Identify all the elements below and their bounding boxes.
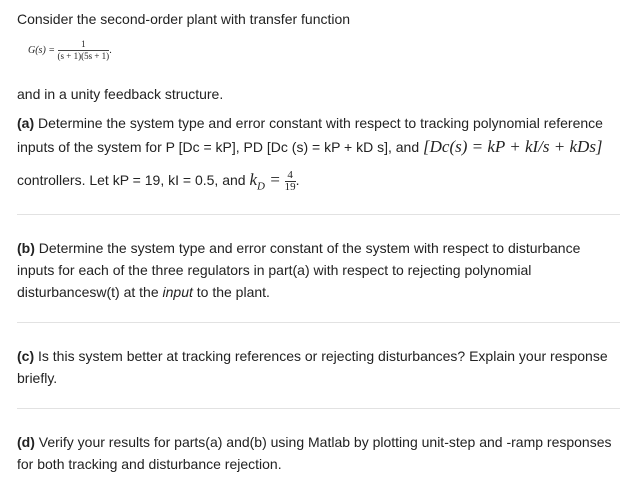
- part-a-pid-equation: [Dc(s) = kP + kI/s + kDs]: [423, 137, 603, 156]
- intro-text: Consider the second-order plant with transfer function: [17, 11, 351, 27]
- part-a-line1: [17, 114, 603, 132]
- kd-numerator: 4: [285, 170, 296, 182]
- part-b-text3-pre: disturbancesw(t) at the: [17, 284, 159, 300]
- divider-1: [17, 214, 620, 215]
- part-b-line2: inputs for each of the three regulators in part(a) with respect to rejecting polynomial: [17, 262, 532, 278]
- tf-fraction: [58, 40, 110, 61]
- tf-denominator: (s + 1)(5s + 1): [57, 51, 110, 61]
- part-a-text2: inputs of the system for P [Dc = kP], PD [Dc (s) = kP + kD s], and: [17, 139, 420, 155]
- divider-3: [17, 408, 620, 409]
- part-b-text3-post: to the plant.: [196, 284, 270, 300]
- part-c-line2: briefly.: [17, 370, 58, 386]
- transfer-function: [28, 40, 112, 61]
- part-a-line3: [17, 170, 299, 196]
- part-b-text3-em: input: [162, 284, 193, 300]
- part-a-line2: [17, 138, 603, 156]
- part-b-label: (b): [17, 240, 35, 256]
- part-c-line1: [17, 347, 608, 365]
- tf-trail: .: [109, 44, 112, 56]
- part-a-text1: Determine the system type and error constant with respect to tracking polynomial reference: [38, 115, 603, 131]
- part-b-line1: [17, 239, 580, 257]
- part-b-text1: Determine the system type and error constant of the system with respect to disturbance: [38, 240, 581, 256]
- part-d-line2: for both tracking and disturbance rejection.: [17, 456, 282, 472]
- kd-fraction: [285, 170, 296, 193]
- part-c-label: (c): [17, 348, 35, 364]
- divider-2: [17, 322, 620, 323]
- part-b-line3: [17, 283, 270, 301]
- part-a-text3: controllers. Let kP = 19, kI = 0.5, and: [17, 172, 246, 189]
- kd-trail: .: [295, 172, 300, 189]
- tf-lhs: G(s) =: [28, 44, 56, 56]
- tf-numerator: 1: [58, 40, 110, 51]
- part-d-text1: Verify your results for parts(a) and(b) using Matlab by plotting unit-step and -ramp responses: [38, 434, 612, 450]
- part-d-label: (d): [17, 434, 35, 450]
- structure-text: and in a unity feedback structure.: [17, 86, 224, 102]
- kd-denominator: 19: [284, 181, 296, 193]
- kd-symbol: $k_D$ =: [249, 170, 281, 193]
- part-c-text1: Is this system better at tracking references or rejecting disturbances? Explain your response: [38, 348, 608, 364]
- part-a-label: (a): [17, 115, 35, 131]
- part-d-line1: [17, 433, 612, 451]
